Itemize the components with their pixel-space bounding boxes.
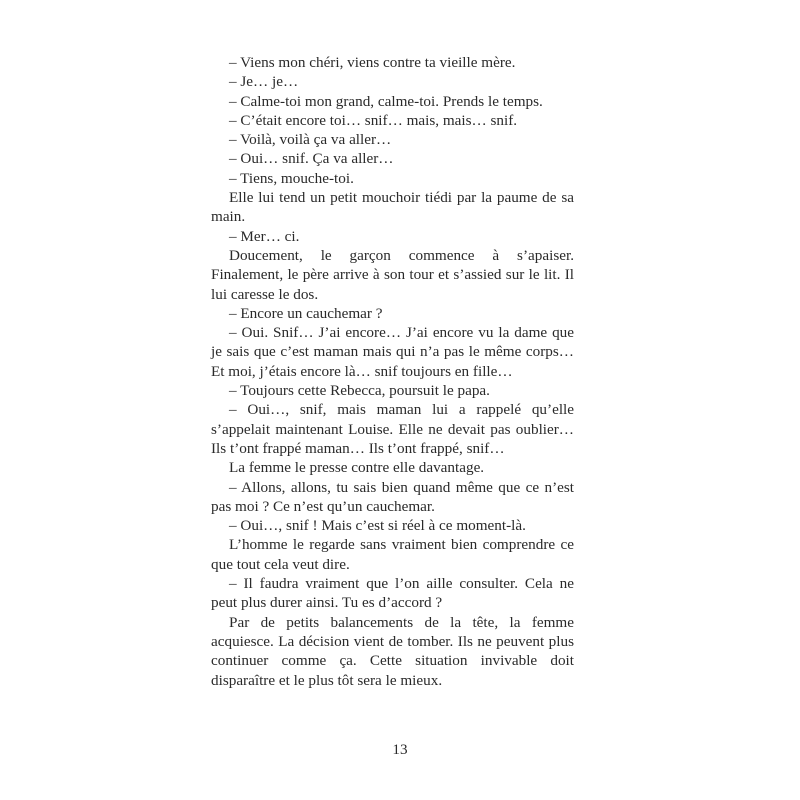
paragraph: – Oui…, snif, mais maman lui a rappelé qu’elle s’appelait maintenant Louise. Elle ne devait pas oublier… Ils t’ont frappé maman… Ils t’ont frappé, snif… bbox=[211, 401, 574, 457]
paragraph: – Oui. Snif… J’ai encore… J’ai encore vu la dame que je sais que c’est maman mais qui n’a pas le même corps… Et moi, j’étais encore là… snif toujours en fille… bbox=[211, 324, 574, 380]
paragraph: – Allons, allons, tu sais bien quand même que ce n’est pas moi ? Ce n’est qu’un cauchemar. bbox=[211, 478, 574, 515]
paragraph: Par de petits balancements de la tête, la femme acquiesce. La décision vient de tomber. Ils ne peuvent plus continuer comme ça. Cette situation invivable doit disparaître et le plus tôt sera le mieux. bbox=[211, 613, 574, 689]
body-text bbox=[211, 53, 574, 690]
paragraph: – Oui…, snif ! Mais c’est si réel à ce moment-là. bbox=[229, 517, 526, 535]
page-number: 13 bbox=[392, 741, 408, 758]
paragraph: – Voilà, voilà ça va aller… bbox=[229, 131, 392, 149]
paragraph: – Mer… ci. bbox=[229, 227, 300, 245]
paragraph: Elle lui tend un petit mouchoir tiédi par la paume de sa main. bbox=[211, 189, 574, 226]
paragraph: – Encore un cauchemar ? bbox=[229, 304, 383, 322]
paragraph: – Tiens, mouche-toi. bbox=[229, 169, 354, 187]
paragraph: La femme le presse contre elle davantage. bbox=[229, 459, 485, 477]
paragraph: – C’était encore toi… snif… mais, mais… snif. bbox=[229, 111, 518, 129]
paragraph: – Calme-toi mon grand, calme-toi. Prends le temps. bbox=[229, 92, 543, 110]
paragraph: – Toujours cette Rebecca, poursuit le papa. bbox=[229, 382, 490, 400]
paragraph: – Il faudra vraiment que l’on aille consulter. Cela ne peut plus durer ainsi. Tu es d’accord ? bbox=[211, 575, 574, 612]
paragraph: L’homme le regarde sans vraiment bien comprendre ce que tout cela veut dire. bbox=[211, 536, 574, 573]
paragraph: – Oui… snif. Ça va aller… bbox=[229, 150, 394, 168]
paragraph: – Viens mon chéri, viens contre ta vieille mère. bbox=[229, 54, 516, 71]
paragraph: – Je… je… bbox=[229, 73, 299, 91]
paragraph: Doucement, le garçon commence à s’apaiser. Finalement, le père arrive à son tour et s’assied sur le lit. Il lui caresse le dos. bbox=[211, 246, 574, 303]
